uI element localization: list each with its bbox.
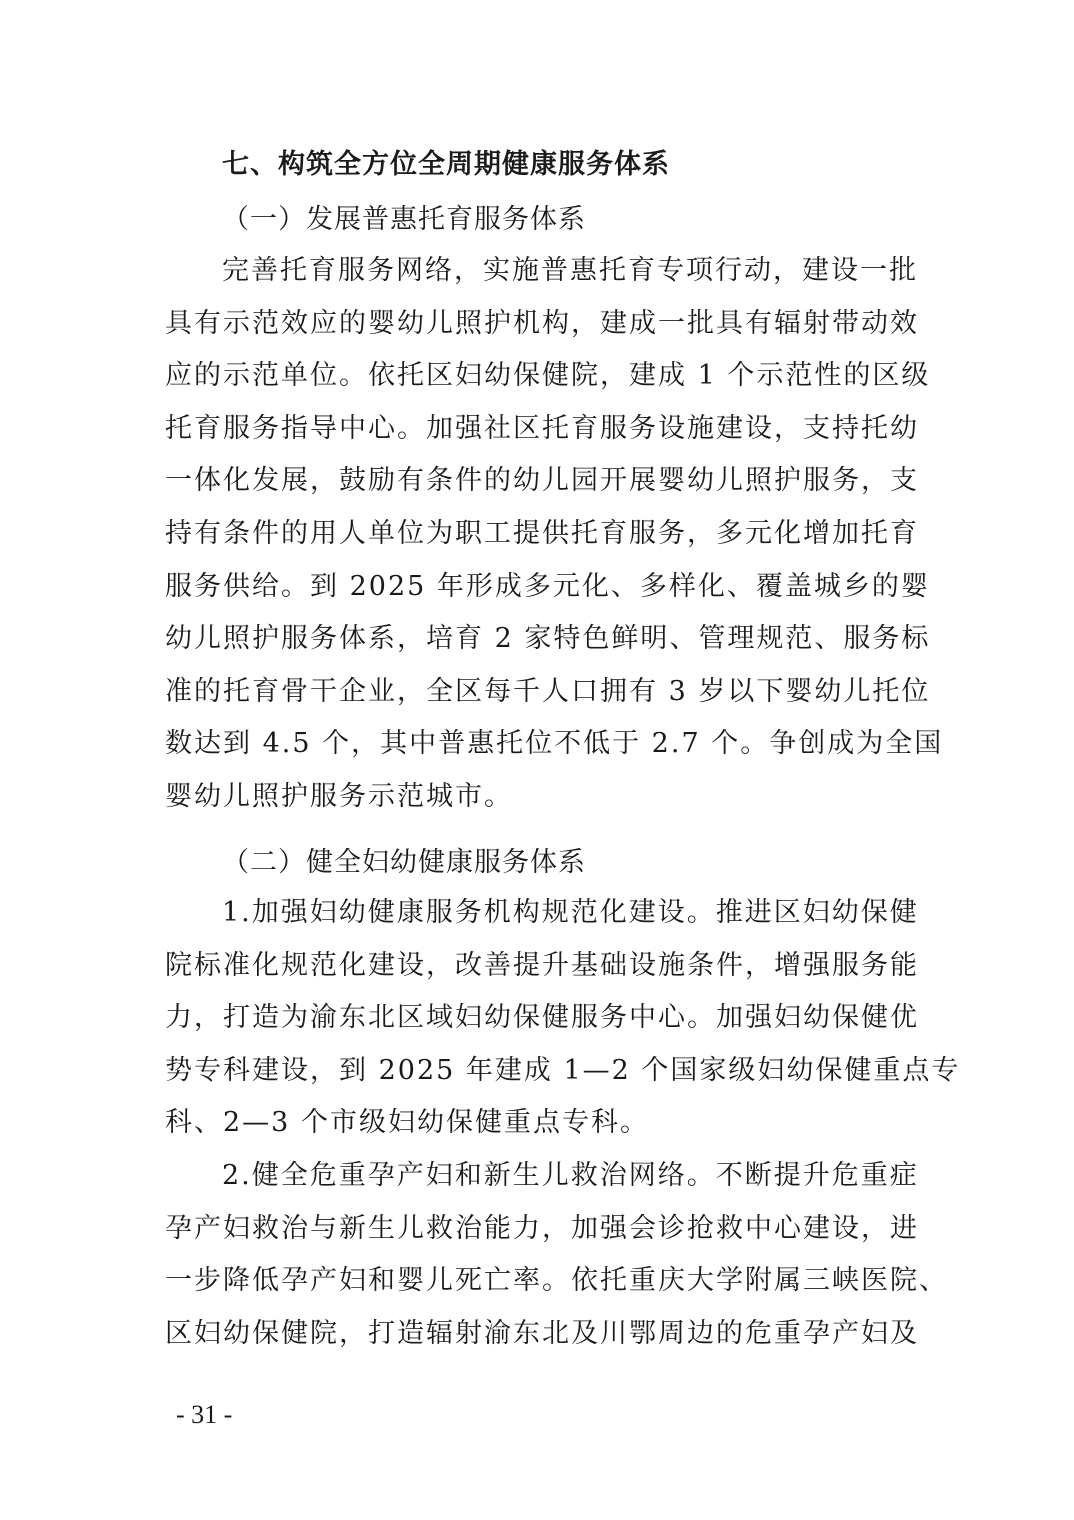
paragraph-line: 2.健全危重孕产妇和新生儿救治网络。不断提升危重症 (222, 1160, 919, 1191)
section-heading: 七、构筑全方位全周期健康服务体系 (222, 149, 670, 180)
subsection-1-paragraph (165, 245, 944, 824)
paragraph-line: 区妇幼保健院，打造辐射渝东北及川鄂周边的危重孕产妇及 (165, 1317, 919, 1349)
paragraph-line: 院标准化规范化建设，改善提升基础设施条件，增强服务能 (165, 949, 919, 981)
paragraph-line: 具有示范效应的婴幼儿照护机构，建成一批具有辐射带动效 (165, 307, 919, 339)
paragraph-line: 托育服务指导中心。加强社区托育服务设施建设，支持托幼 (165, 412, 919, 444)
paragraph-line: 数达到 4.5 个，其中普惠托位不低于 2.7 个。争创成为全国 (165, 728, 944, 760)
paragraph-line: 婴幼儿照护服务示范城市。 (165, 780, 513, 812)
paragraph-line: 科、2—3 个市级妇幼保健重点专科。 (165, 1107, 649, 1139)
paragraph-line: 1.加强妇幼健康服务机构规范化建设。推进区妇幼保健 (222, 897, 919, 928)
paragraph-line: 完善托育服务网络，实施普惠托育专项行动，建设一批 (222, 255, 918, 286)
paragraph-line: 应的示范单位。依托区妇幼保健院，建成 1 个示范性的区级 (165, 360, 931, 392)
subsection-2-item-2 (165, 1150, 948, 1360)
paragraph-line: 持有条件的用人单位为职工提供托育服务，多元化增加托育 (165, 517, 919, 549)
paragraph-line: 准的托育骨干企业，全区每千人口拥有 3 岁以下婴幼儿托位 (165, 675, 931, 707)
paragraph-line: 力，打造为渝东北区域妇幼保健服务中心。加强妇幼保健优 (165, 1002, 919, 1034)
paragraph-line: 势专科建设，到 2025 年建成 1—2 个国家级妇幼保健重点专 (165, 1054, 961, 1086)
subsection-2-title: （二）健全妇幼健康服务体系 (222, 847, 586, 878)
paragraph-line: 孕产妇救治与新生儿救治能力，加强会诊抢救中心建设，进 (165, 1212, 919, 1244)
paragraph-line: 一步降低孕产妇和婴儿死亡率。依托重庆大学附属三峡医院、 (165, 1265, 948, 1297)
subsection-2-item-1 (165, 887, 961, 1150)
paragraph-line: 幼儿照护服务体系，培育 2 家特色鲜明、管理规范、服务标 (165, 623, 931, 655)
subsection-1-title: （一）发展普惠托育服务体系 (222, 204, 586, 235)
paragraph-line: 一体化发展，鼓励有条件的幼儿园开展婴幼儿照护服务，支 (165, 465, 919, 497)
page-number: - 31 - (176, 1400, 233, 1429)
paragraph-line: 服务供给。到 2025 年形成多元化、多样化、覆盖城乡的婴 (165, 570, 930, 602)
